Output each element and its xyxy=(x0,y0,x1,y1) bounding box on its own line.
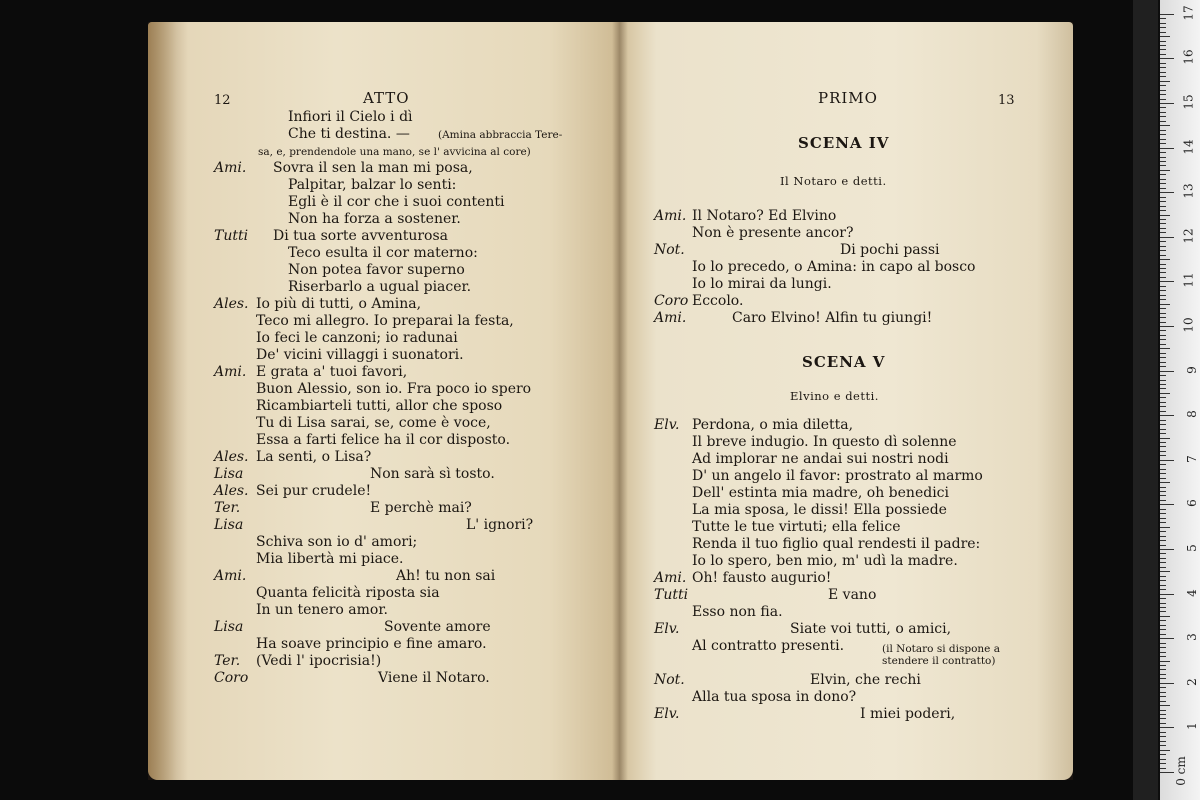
ruler-number: 16 xyxy=(1181,49,1196,66)
ruler-tick xyxy=(1160,375,1166,376)
verse-line: Non è presente ancor? xyxy=(692,225,854,241)
ruler-tick xyxy=(1160,451,1166,452)
ruler-tick xyxy=(1160,116,1166,117)
verse-line: Eccolo. xyxy=(692,293,744,309)
verse-line: L' ignori? xyxy=(466,517,534,533)
verse-line: La mia sposa, le dissi! Ella possiede xyxy=(692,502,947,518)
ruler-tick xyxy=(1160,545,1166,546)
verse-line: Teco esulta il cor materno: xyxy=(288,245,478,261)
speaker-label: Ami. xyxy=(654,208,687,224)
ruler-tick xyxy=(1160,750,1170,751)
ruler-tick xyxy=(1160,661,1170,662)
ruler-tick xyxy=(1160,49,1166,50)
verse-line: Io feci le canzoni; io radunai xyxy=(256,330,458,346)
ruler-tick xyxy=(1160,652,1166,653)
speaker-label: Tutti xyxy=(654,587,689,603)
verse-line: Esso non fia. xyxy=(692,604,783,620)
ruler-tick xyxy=(1160,152,1166,153)
ruler-tick xyxy=(1160,125,1170,126)
ruler-tick xyxy=(1160,206,1166,207)
ruler-tick xyxy=(1160,763,1166,764)
ruler-tick xyxy=(1160,54,1166,55)
ruler-number: 12 xyxy=(1181,228,1196,244)
ruler-tick xyxy=(1160,558,1166,559)
ruler-tick xyxy=(1160,736,1166,737)
ruler-tick xyxy=(1160,473,1166,474)
ruler-tick xyxy=(1160,665,1166,666)
speaker-label: Ter. xyxy=(214,500,241,516)
verse-line: E perchè mai? xyxy=(370,500,472,516)
ruler-tick xyxy=(1160,197,1166,198)
ruler-tick xyxy=(1160,406,1166,407)
ruler-tick xyxy=(1160,121,1166,122)
stage-direction: (Amina abbraccia Tere- xyxy=(438,129,563,141)
ruler-tick xyxy=(1160,148,1174,149)
verse-line: Dell' estinta mia madre, oh benedici xyxy=(692,485,949,501)
ruler-tick xyxy=(1160,366,1166,367)
verse-line: Io lo precedo, o Amina: in capo al bosco xyxy=(692,259,976,275)
ruler-tick xyxy=(1160,90,1166,91)
ruler-tick xyxy=(1160,107,1166,108)
verse-line: Sovente amore xyxy=(384,619,491,635)
verse-line: Teco mi allegro. Io preparai la festa, xyxy=(256,313,514,329)
ruler-tick xyxy=(1160,348,1170,349)
verse-line: Oh! fausto augurio! xyxy=(692,570,832,586)
verse-line: Quanta felicità riposta sia xyxy=(256,585,440,601)
ruler-tick xyxy=(1160,576,1166,577)
verse-line: Sei pur crudele! xyxy=(256,483,372,499)
ruler-tick xyxy=(1160,745,1166,746)
ruler-tick xyxy=(1160,210,1166,211)
ruler-number: 9 xyxy=(1185,365,1200,374)
ruler-tick xyxy=(1160,522,1166,523)
ruler-tick xyxy=(1160,656,1166,657)
ruler-tick xyxy=(1160,36,1170,37)
ruler-tick xyxy=(1160,18,1166,19)
ruler-tick xyxy=(1160,170,1170,171)
ruler-number: 8 xyxy=(1185,410,1200,419)
ruler-tick xyxy=(1160,393,1170,394)
verse-line: Ha soave principio e fine amaro. xyxy=(256,636,487,652)
ruler-tick xyxy=(1160,134,1166,135)
ruler-number: 11 xyxy=(1181,272,1196,289)
ruler-tick xyxy=(1160,500,1166,501)
ruler-tick xyxy=(1160,571,1170,572)
ruler-tick xyxy=(1160,63,1166,64)
ruler-tick xyxy=(1160,594,1174,595)
verse-line: Il breve indugio. In questo dì solenne xyxy=(692,434,957,450)
open-book xyxy=(148,22,1073,780)
ruler-tick xyxy=(1160,464,1166,465)
ruler-tick xyxy=(1160,339,1166,340)
ruler-tick xyxy=(1160,304,1170,305)
verse-line: E vano xyxy=(828,587,877,603)
ruler-tick xyxy=(1160,322,1166,323)
ruler-tick xyxy=(1160,201,1166,202)
ruler-tick xyxy=(1160,482,1170,483)
ruler-tick xyxy=(1160,380,1166,381)
speaker-label: Ami. xyxy=(214,364,247,380)
ruler-tick xyxy=(1160,620,1166,621)
verse-line: De' vicini villaggi i suonatori. xyxy=(256,347,464,363)
verse-line: Buon Alessio, son io. Fra poco io spero xyxy=(256,381,532,397)
ruler-tick xyxy=(1160,223,1166,224)
ruler-tick xyxy=(1160,768,1166,769)
ruler-tick xyxy=(1160,388,1166,389)
ruler-dark-strip xyxy=(1133,0,1158,800)
ruler-tick xyxy=(1160,647,1166,648)
speaker-label: Lisa xyxy=(214,466,244,482)
ruler-tick xyxy=(1160,255,1166,256)
ruler-tick xyxy=(1160,290,1166,291)
ruler-tick xyxy=(1160,540,1166,541)
ruler-tick xyxy=(1160,264,1166,265)
page-edge-stain xyxy=(148,22,188,780)
ruler-tick xyxy=(1160,27,1166,28)
verse-line: Di pochi passi xyxy=(840,242,940,258)
ruler-number: 4 xyxy=(1185,588,1200,597)
ruler-tick xyxy=(1160,272,1166,273)
ruler-tick xyxy=(1160,536,1166,537)
ruler-tick xyxy=(1160,41,1166,42)
ruler-tick xyxy=(1160,567,1166,568)
ruler-tick xyxy=(1160,174,1166,175)
book-gutter xyxy=(612,22,628,780)
ruler-tick xyxy=(1160,669,1166,670)
ruler-tick xyxy=(1160,491,1166,492)
verse-line: Essa a farti felice ha il cor disposto. xyxy=(256,432,511,448)
speaker-label: Ter. xyxy=(214,653,241,669)
verse-line: Non sarà sì tosto. xyxy=(370,466,495,482)
right-page xyxy=(620,22,1073,780)
ruler-tick xyxy=(1160,478,1166,479)
ruler-tick xyxy=(1160,250,1166,251)
ruler-number: 17 xyxy=(1181,5,1196,21)
ruler-tick xyxy=(1160,727,1174,728)
verse-line: Alla tua sposa in dono? xyxy=(692,689,857,705)
page-number-right: 13 xyxy=(998,93,1015,108)
speaker-label: Ales. xyxy=(214,483,249,499)
ruler-tick xyxy=(1160,32,1166,33)
verse-line: D' un angelo il favor: prostrato al marmo xyxy=(692,468,983,484)
verse-line: Perdona, o mia diletta, xyxy=(692,417,854,433)
ruler-tick xyxy=(1160,179,1166,180)
verse-line: Ad implorar ne andai sui nostri nodi xyxy=(692,451,949,467)
ruler-number: 6 xyxy=(1185,499,1200,508)
verse-line: Elvin, che rechi xyxy=(810,672,921,688)
speaker-label: Ami. xyxy=(214,568,247,584)
speaker-label: Ales. xyxy=(214,449,249,465)
speaker-label: Ami. xyxy=(654,570,687,586)
ruler-tick xyxy=(1160,353,1166,354)
scena-iv-cast: Il Notaro e detti. xyxy=(780,174,887,188)
verse-line: Io lo spero, ben mio, m' udì la madre. xyxy=(692,553,958,569)
verse-line: Ah! tu non sai xyxy=(396,568,496,584)
ruler-tick xyxy=(1160,438,1170,439)
ruler-number: 7 xyxy=(1185,454,1200,463)
speaker-label: Lisa xyxy=(214,517,244,533)
ruler-tick xyxy=(1160,81,1170,82)
speaker-label: Coro xyxy=(654,293,689,309)
ruler-tick xyxy=(1160,718,1166,719)
ruler-number: 15 xyxy=(1181,94,1196,110)
ruler-tick xyxy=(1160,625,1166,626)
ruler-tick xyxy=(1160,424,1166,425)
verse-line: E grata a' tuoi favori, xyxy=(256,364,408,380)
ruler-tick xyxy=(1160,139,1166,140)
speaker-label: Ales. xyxy=(214,296,249,312)
ruler-tick xyxy=(1160,415,1174,416)
speaker-label: Elv. xyxy=(654,706,680,722)
ruler-tick xyxy=(1160,411,1166,412)
ruler-tick xyxy=(1160,330,1166,331)
ruler-tick xyxy=(1160,643,1166,644)
ruler-tick xyxy=(1160,598,1166,599)
verse-line: Ricambiarteli tutti, allor che sposo xyxy=(256,398,503,414)
ruler-tick xyxy=(1160,446,1166,447)
ruler-tick xyxy=(1160,344,1166,345)
verse-line: Renda il tuo figlio qual rendesti il padre: xyxy=(692,536,981,552)
ruler-tick xyxy=(1160,130,1166,131)
ruler-tick xyxy=(1160,192,1174,193)
ruler-tick xyxy=(1160,549,1174,550)
verse-line: Mia libertà mi piace. xyxy=(256,551,404,567)
verse-line: Il Notaro? Ed Elvino xyxy=(692,208,837,224)
ruler-tick xyxy=(1160,277,1166,278)
verse-line: Io lo mirai da lungi. xyxy=(692,276,832,292)
ruler-tick xyxy=(1160,616,1170,617)
ruler-tick xyxy=(1160,14,1174,15)
stage-direction: stendere il contratto) xyxy=(882,655,996,667)
ruler-tick xyxy=(1160,429,1166,430)
verse-line: Caro Elvino! Alfin tu giungi! xyxy=(732,310,933,326)
ruler-tick xyxy=(1160,611,1166,612)
ruler-tick xyxy=(1160,420,1166,421)
verse-line: Riserbarlo a ugual piacer. xyxy=(288,279,472,295)
left-page xyxy=(148,22,620,780)
ruler-tick xyxy=(1160,504,1174,505)
ruler-tick xyxy=(1160,683,1174,684)
ruler-tick xyxy=(1160,495,1166,496)
ruler-tick xyxy=(1160,76,1166,77)
ruler-tick xyxy=(1160,384,1166,385)
ruler-tick xyxy=(1160,710,1166,711)
ruler-tick xyxy=(1160,562,1166,563)
verse-line: Tu di Lisa sarai, se, come è voce, xyxy=(256,415,491,431)
ruler-tick xyxy=(1160,299,1166,300)
ruler-tick xyxy=(1160,527,1170,528)
ruler-tick xyxy=(1160,23,1166,24)
speaker-label: Ami. xyxy=(214,160,247,176)
ruler-tick xyxy=(1160,442,1166,443)
ruler-tick xyxy=(1160,638,1174,639)
ruler-number: 13 xyxy=(1181,183,1196,199)
verse-line: Egli è il cor che i suoi contenti xyxy=(288,194,505,210)
ruler-tick xyxy=(1160,295,1166,296)
ruler-tick xyxy=(1160,714,1166,715)
ruler-tick xyxy=(1160,759,1166,760)
ruler-tick xyxy=(1160,509,1166,510)
ruler-tick xyxy=(1160,72,1166,73)
ruler-tick xyxy=(1160,246,1166,247)
verse-line: La senti, o Lisa? xyxy=(256,449,372,465)
ruler-number: 1 xyxy=(1185,722,1200,731)
verse-line: Sovra il sen la man mi posa, xyxy=(273,160,473,176)
ruler-tick xyxy=(1160,402,1166,403)
ruler-tick xyxy=(1160,228,1166,229)
ruler-tick xyxy=(1160,183,1166,184)
verse-line: I miei poderi, xyxy=(860,706,956,722)
verse-line: Al contratto presenti. xyxy=(692,638,845,654)
ruler-tick xyxy=(1160,286,1166,287)
ruler-tick xyxy=(1160,67,1166,68)
ruler-tick xyxy=(1160,629,1166,630)
ruler-tick xyxy=(1160,317,1166,318)
ruler-tick xyxy=(1160,165,1166,166)
ruler-tick xyxy=(1160,607,1166,608)
ruler-tick xyxy=(1160,143,1166,144)
ruler-tick xyxy=(1160,687,1166,688)
ruler-number: 14 xyxy=(1181,138,1196,155)
ruler-tick xyxy=(1160,754,1166,755)
verse-line: Schiva son io d' amori; xyxy=(256,534,418,550)
ruler-tick xyxy=(1160,308,1166,309)
ruler-tick xyxy=(1160,268,1166,269)
ruler-tick xyxy=(1160,58,1174,59)
scena-v-cast: Elvino e detti. xyxy=(790,389,879,403)
ruler-tick xyxy=(1160,469,1166,470)
ruler-tick xyxy=(1160,157,1166,158)
scena-v-title: SCENA V xyxy=(802,353,886,371)
verse-line: Infiori il Cielo i dì xyxy=(288,109,413,125)
speaker-label: Tutti xyxy=(214,228,249,244)
ruler-tick xyxy=(1160,397,1166,398)
speaker-label: Elv. xyxy=(654,417,680,433)
ruler-tick xyxy=(1160,634,1166,635)
ruler-number: 0 cm xyxy=(1174,756,1189,786)
ruler-tick xyxy=(1160,433,1166,434)
verse-line: Palpitar, balzar lo senti: xyxy=(288,177,457,193)
ruler-number: 2 xyxy=(1185,677,1200,686)
ruler-tick xyxy=(1160,455,1166,456)
ruler-tick xyxy=(1160,241,1166,242)
ruler-tick xyxy=(1160,94,1166,95)
verse-line: Che ti destina. — xyxy=(288,126,410,142)
ruler-tick xyxy=(1160,112,1166,113)
verse-line: Di tua sorte avventurosa xyxy=(273,228,449,244)
ruler-tick xyxy=(1160,188,1166,189)
speaker-label: Lisa xyxy=(214,619,244,635)
ruler-tick xyxy=(1160,313,1166,314)
ruler-tick xyxy=(1160,696,1166,697)
ruler-tick xyxy=(1160,237,1174,238)
verse-line: Siate voi tutti, o amici, xyxy=(790,621,952,637)
ruler-tick xyxy=(1160,103,1174,104)
ruler-tick xyxy=(1160,99,1166,100)
speaker-label: Elv. xyxy=(654,621,680,637)
ruler-tick xyxy=(1160,85,1166,86)
ruler-tick xyxy=(1160,701,1166,702)
ruler-tick xyxy=(1160,487,1166,488)
speaker-label: Not. xyxy=(654,242,685,258)
running-header-left: ATTO xyxy=(363,89,410,107)
ruler-tick xyxy=(1160,371,1174,372)
ruler-tick xyxy=(1160,335,1166,336)
ruler-tick xyxy=(1160,460,1174,461)
ruler-tick xyxy=(1160,705,1170,706)
ruler-tick xyxy=(1160,259,1170,260)
verse-line: Tutte le tue virtuti; ella felice xyxy=(692,519,901,535)
ruler-number: 5 xyxy=(1185,544,1200,552)
ruler-tick xyxy=(1160,215,1170,216)
speaker-label: Coro xyxy=(214,670,249,686)
ruler-number: 10 xyxy=(1181,317,1196,333)
ruler-tick xyxy=(1160,357,1166,358)
ruler-tick xyxy=(1160,585,1166,586)
ruler-tick xyxy=(1160,580,1166,581)
running-header-right: PRIMO xyxy=(818,89,878,107)
ruler-number: 3 xyxy=(1185,633,1200,642)
ruler-tick xyxy=(1160,281,1174,282)
ruler-tick xyxy=(1160,732,1166,733)
ruler-tick xyxy=(1160,513,1166,514)
stage-direction: (il Notaro si dispone a xyxy=(882,643,1000,655)
ruler-tick xyxy=(1160,232,1166,233)
stage-direction: sa, e, prendendole una mano, se l' avvicina al core) xyxy=(258,146,531,158)
ruler-tick xyxy=(1160,531,1166,532)
ruler-tick xyxy=(1160,678,1166,679)
verse-line: (Vedi l' ipocrisia!) xyxy=(256,653,382,669)
page-number-left: 12 xyxy=(214,93,231,108)
ruler-tick xyxy=(1160,553,1166,554)
ruler-tick xyxy=(1160,326,1174,327)
speaker-label: Ami. xyxy=(654,310,687,326)
verse-line: Io più di tutti, o Amina, xyxy=(256,296,422,312)
ruler-tick xyxy=(1160,45,1166,46)
ruler-tick xyxy=(1160,603,1166,604)
ruler-tick xyxy=(1160,674,1166,675)
ruler-tick xyxy=(1160,518,1166,519)
verse-line: Non ha forza a sostener. xyxy=(288,211,461,227)
ruler-tick xyxy=(1160,362,1166,363)
verse-line: Non potea favor superno xyxy=(288,262,465,278)
ruler-tick xyxy=(1160,741,1166,742)
ruler-tick xyxy=(1160,772,1174,773)
ruler-tick xyxy=(1160,692,1166,693)
ruler-tick xyxy=(1160,161,1166,162)
verse-line: In un tenero amor. xyxy=(256,602,388,618)
ruler-tick xyxy=(1160,589,1166,590)
ruler-tick xyxy=(1160,723,1166,724)
verse-line: Viene il Notaro. xyxy=(378,670,490,686)
ruler-face xyxy=(1160,0,1200,800)
speaker-label: Not. xyxy=(654,672,685,688)
scena-iv-title: SCENA IV xyxy=(798,134,890,152)
ruler-tick xyxy=(1160,219,1166,220)
